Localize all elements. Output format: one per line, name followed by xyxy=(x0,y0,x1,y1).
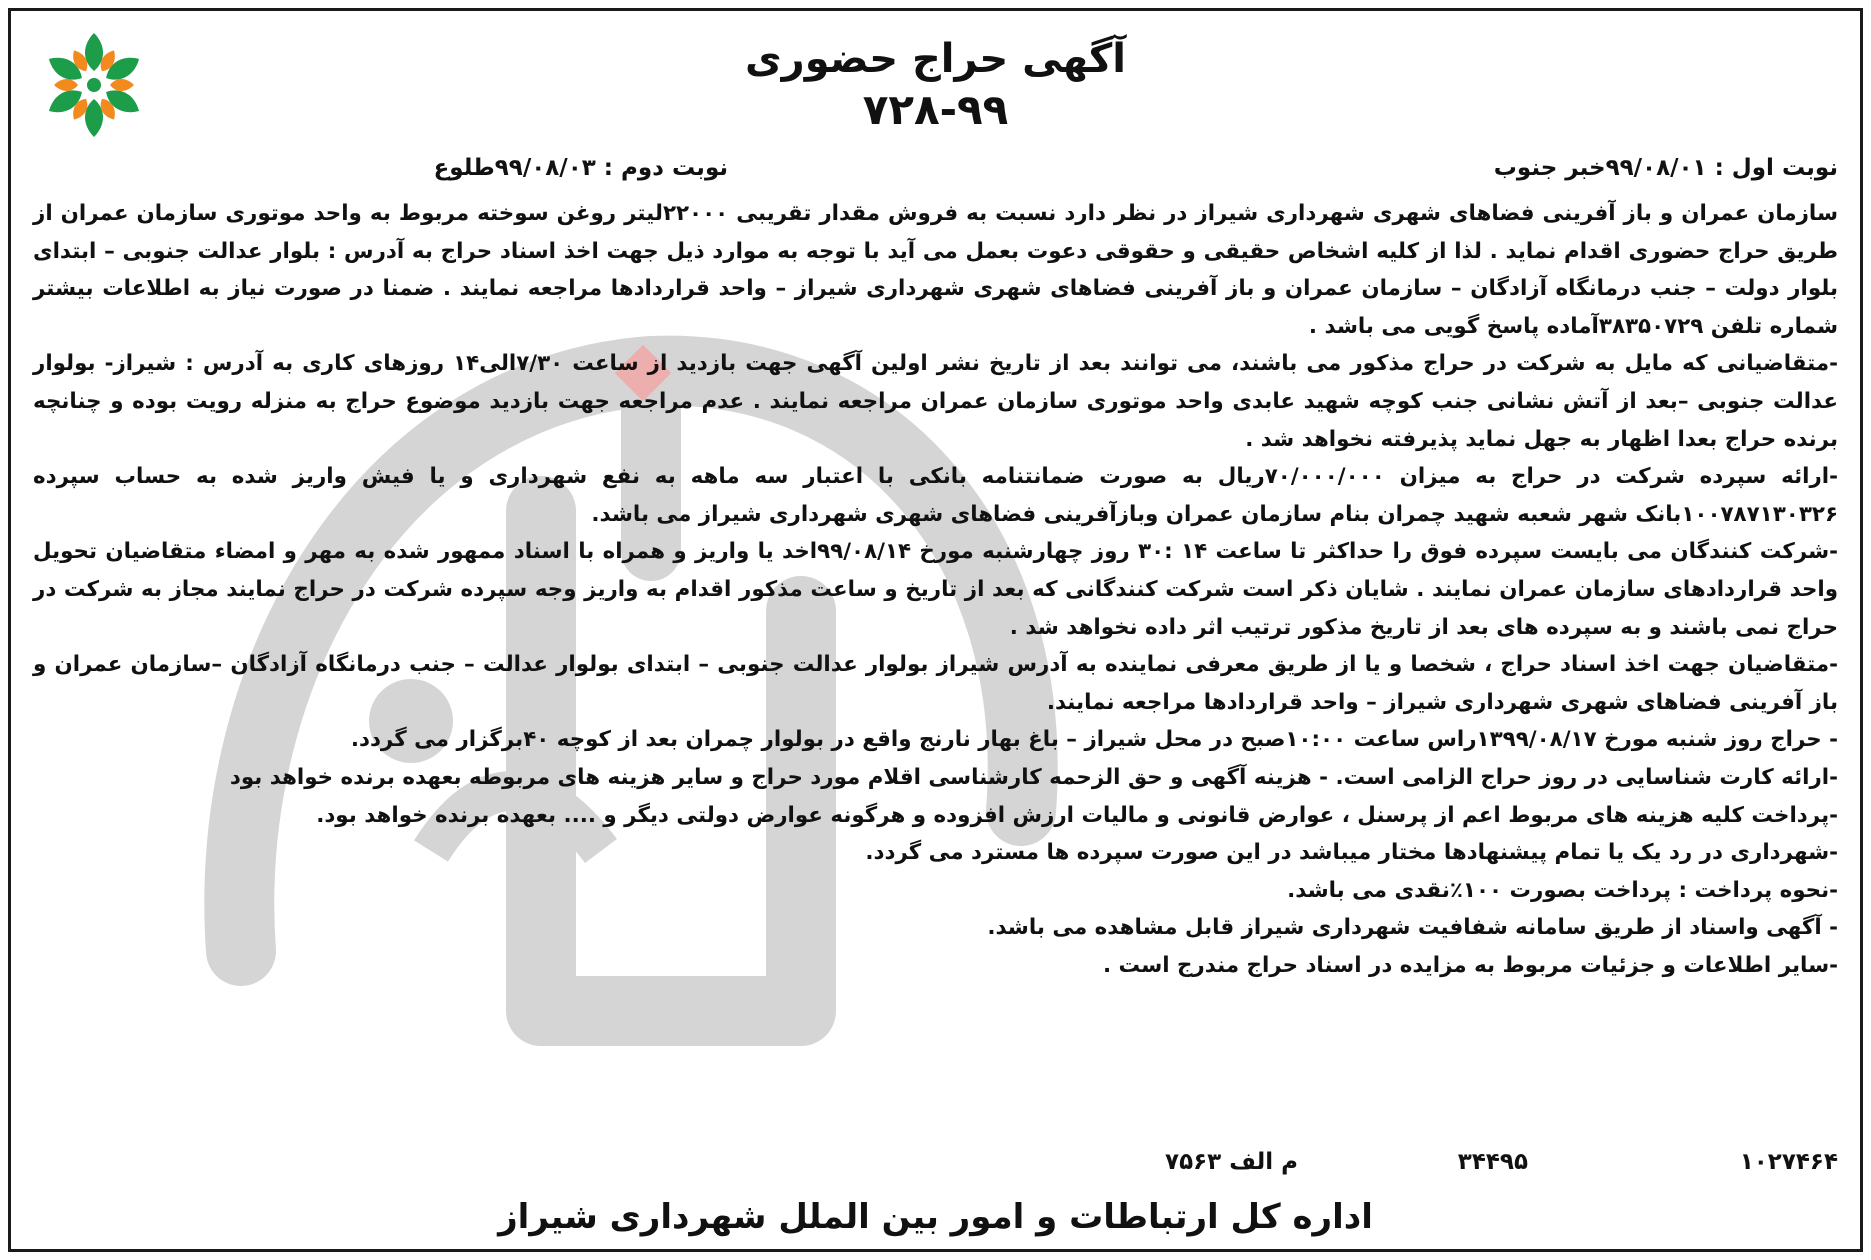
first-run: نوبت اول : ۹۹/۰۸/۰۱خبر جنوب xyxy=(1493,155,1838,181)
notice-number: ۷۲۸-۹۹ xyxy=(862,85,1009,134)
issuer-signature: اداره کل ارتباطات و امور بین الملل شهرداری شیراز xyxy=(498,1197,1373,1237)
notice-body xyxy=(33,195,1838,984)
reference-code-2: ۳۴۴۹۵ xyxy=(1457,1149,1528,1175)
reference-code-3: م الف ۷۵۶۳ xyxy=(1165,1149,1298,1175)
paragraph-visit: -متقاضیانی که مایل به شرکت در حراج مذکور می باشند، می توانند بعد از تاریخ نشر اولین آگهی جهت بازدید از ساعت ۷/۳۰الی۱۴ روزهای کاری به آدرس : شیراز- بولوار عدالت جنوبی –بعد از آتش نشانی جنب کوچه شهید عابدی واحد موتوری سازمان عمران مراجعه نمایند . عدم مراجعه جهت بازدید موضوع حراج به منزله رویت بوده و چنانچه برنده حراج بعدا اظهار به جهل نماید پذیرفته نخواهد شد . xyxy=(33,351,1838,452)
paragraph-deposit: -ارائه سپرده شرکت در حراج به میزان ۷۰/۰۰۰/۰۰۰ریال به صورت ضمانتنامه بانکی با اعتبار سه ماهه به نفع شهرداری و یا فیش واریز شده به حساب سپرده ۱۰۰۷۸۷۱۳۰۳۲۶بانک شهر شعبه شهید چمران بنام سازمان عمران وبازآفرینی فضاهای شهری شهرداری شیراز می باشد. xyxy=(33,464,1838,527)
paragraph-deadline: -شرکت کنندگان می بایست سپرده فوق را حداکثر تا ساعت ۱۴ :۳۰ روز چهارشنبه مورخ ۹۹/۰۸/۱۴اخد یا واریز و همراه با اسناد ممهور شده به مهر و امضاء متقاضیان تحویل واحد قراردادهای سازمان عمران نمایند . شایان ذکر است شرکت کنندگانی که بعد از تاریخ و ساعت مذکور اقدام به واریز وجه سپرده شرکت در حراج نمایند مجاز به شرکت در حراج نمی باشند و به سپرده های بعد از تاریخ مذکور ترتیب اثر داده نخواهد شد . xyxy=(33,539,1838,640)
paragraph-rejection: -شهرداری در رد یک یا تمام پیشنهادها مختار میباشد در این صورت سپرده ها مسترد می گردد. xyxy=(865,840,1838,866)
paragraph-other-info: -سایر اطلاعات و جزئیات مربوط به مزایده در اسناد حراج مندرج است . xyxy=(1102,952,1838,978)
notice-title-block xyxy=(11,33,1860,135)
notice-frame xyxy=(8,8,1863,1252)
publication-runs xyxy=(33,155,1838,191)
paragraph-costs: -پرداخت کلیه هزینه های مربوط اعم از پرسنل ، عوارض قانونی و مالیات ارزش افزوده و هرگونه عوارض دولتی دیگر و .... بعهده برنده خواهد بود. xyxy=(316,802,1838,828)
second-run: نوبت دوم : ۹۹/۰۸/۰۳طلوع xyxy=(433,155,728,181)
paragraph-id-card: -ارائه کارت شناسایی در روز حراج الزامی است. - هزینه آگهی و حق الزحمه کارشناسی اقلام مورد حراج و سایر هزینه های مربوطه بعهده برنده خواهد بود xyxy=(229,764,1838,790)
paragraph-payment: -نحوه پرداخت : پرداخت بصورت ۱۰۰٪نقدی می باشد. xyxy=(1287,877,1838,903)
reference-codes xyxy=(33,1149,1838,1183)
paragraph-auction-date: - حراج روز شنبه مورخ ۱۳۹۹/۰۸/۱۷راس ساعت ۱۰:۰۰صبح در محل شیراز – باغ بهار نارنج واقع در بولوار چمران بعد از کوچه ۴۰برگزار می گردد. xyxy=(350,727,1838,753)
paragraph-intro: سازمان عمران و باز آفرینی فضاهای شهری شهرداری شیراز در نظر دارد نسبت به فروش مقدار تقریبی ۲۲۰۰۰لیتر روغن سوخته مربوط به واحد موتوری سازمان عمران از طریق حراج حضوری اقدام نماید . لذا از کلیه اشخاص حقیقی و حقوقی دعوت بعمل می آید با توجه به موارد ذیل جهت اخذ اسناد حراج به آدرس : بلوار عدالت جنوبی – ابتدای بلوار دولت – جنب درمانگاه آزادگان – سازمان عمران و باز آفرینی فضاهای شهری شهرداری شیراز – واحد قراردادها مراجعه نمایند . ضمنا در صورت نیاز به اطلاعات بیشتر شماره تلفن ۳۸۳۵۰۷۲۹آماده پاسخ گویی می باشد . xyxy=(33,201,1839,339)
paragraph-transparency: - آگهی واسناد از طریق سامانه شفافیت شهرداری شیراز قابل مشاهده می باشد. xyxy=(987,915,1838,941)
paragraph-documents: -متقاضیان جهت اخذ اسناد حراج ، شخصا و یا از طریق معرفی نماینده به آدرس شیراز بولوار عدالت جنوبی – ابتدای بولوار عدالت – جنب درمانگاه آزادگان –سازمان عمران و باز آفرینی فضاهای شهری شهرداری شیراز – واحد قراردادها مراجعه نمایند. xyxy=(33,652,1838,715)
notice-title: آگهی حراج حضوری xyxy=(745,36,1126,82)
reference-code-1: ۱۰۲۷۴۶۴ xyxy=(1739,1149,1838,1175)
